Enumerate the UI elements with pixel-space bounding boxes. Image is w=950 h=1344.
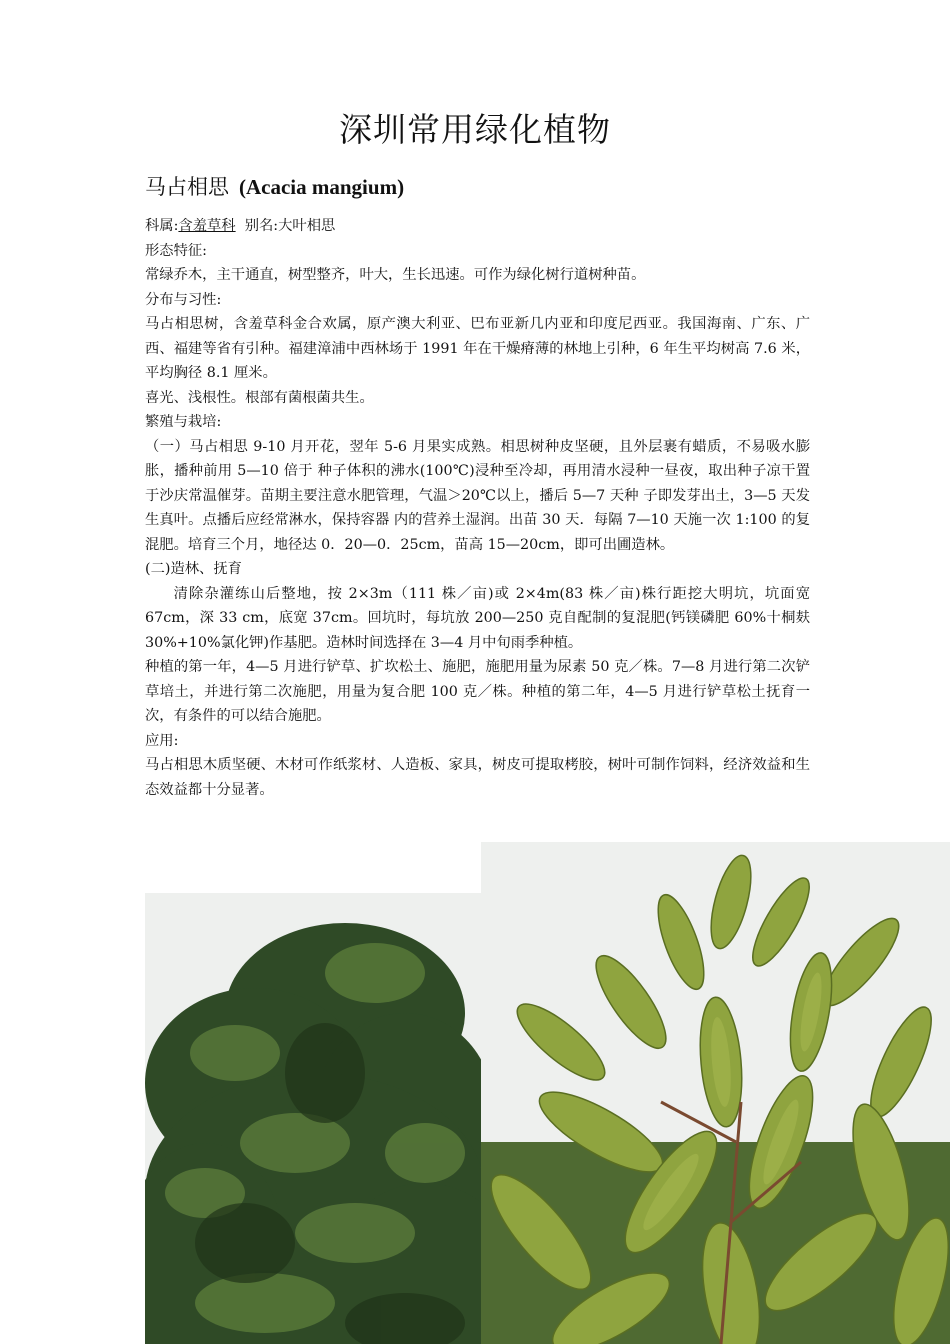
morph-text: 常绿乔木，主干通直，树型整齐，叶大，生长迅速。可作为绿化树行道树种苗。 [145, 267, 646, 283]
use-text: 马占相思木质坚硬、木材可作纸浆材、人造板、家具，树皮可提取栲胶，树叶可制作饲料，经济效益和生态效益都十分显著。 [145, 757, 810, 798]
tree-photo [145, 893, 481, 1344]
family-link[interactable]: 含羞草科 [178, 218, 236, 234]
dist-text-1: 马占相思树，含羞草科金合欢属，原产澳大利亚、巴布亚新几内亚和印度尼西亚。我国海南、广东、广西、福建等省有引种。福建漳浦中西林场于 1991 年在干燥瘠薄的林地上引种，6 年生平均树高 7.6 米，平均胸径 8.1 厘米。 [145, 316, 810, 381]
alias-value: 大叶相思 [278, 218, 336, 234]
alias-label: 别名: [244, 218, 279, 234]
meta-line [145, 214, 810, 239]
plant-name-latin: (Acacia mangium) [239, 175, 405, 199]
plant-heading [145, 171, 404, 201]
dist-heading: 分布与习性: [145, 291, 222, 308]
cult-text-1: （一）马占相思 9-10 月开花，翌年 5-6 月果实成熟。相思树种皮坚硬，且外层裹有蜡质，不易吸水膨胀，播种前用 5—10 倍于 种子体积的沸水(100℃)浸种至冷却，再用清水浸种一昼夜，取出种子凉干置于沙庆常温催芽。苗期主要注意水肥管理，气温＞20℃以上，播后 5—7 天种 子即发芽出土，3—5 天发生真叶。点播后应经常淋水，保持容器 内的营养土湿润。出苗 30 天．每隔 7—10 天施一次 1:100 的复混肥。培育三个月，地径达 0．20—0．25cm，苗高 15—20cm，即可出圃造林。 [145, 438, 810, 553]
cult-subheading-2: (二)造林、抚育 [145, 561, 242, 577]
page-title: 深圳常用绿化植物 [339, 110, 611, 149]
family-label: 科属: [145, 218, 179, 234]
cult-heading: 繁殖与栽培: [145, 414, 222, 430]
leaves-photo [481, 842, 950, 1344]
use-heading: 应用: [145, 732, 179, 749]
tree-photo-illustration [145, 893, 481, 1344]
document-body [145, 214, 810, 802]
plant-name-cn: 马占相思 [145, 175, 229, 199]
cult-text-2: 清除杂灌练山后整地，按 2×3m（111 株／亩)或 2×4m(83 株／亩)株行距挖大明坑，坑面宽 67cm，深 33 cm，底宽 37cm。回坑时，每坑放 200—250 克自配制的复混肥(钙镁磷肥 60%十桐麸 30%+10%氯化钾)作基肥。造林时间选择在 3—4 月中旬雨季种植。 [145, 585, 810, 651]
dist-text-2: 喜光、浅根性。根部有菌根菌共生。 [145, 389, 374, 406]
leaves-photo-illustration [481, 842, 950, 1344]
morph-heading: 形态特征: [145, 242, 208, 259]
cult-text-3: 种植的第一年，4—5 月进行铲草、扩坎松土、施肥，施肥用量为尿素 50 克／株。7—8 月进行第二次铲草培土，并进行第二次施肥，用量为复合肥 100 克／株。种植的第二年，4—5 月进行铲草松土抚育一次，有条件的可以结合施肥。 [145, 659, 810, 724]
